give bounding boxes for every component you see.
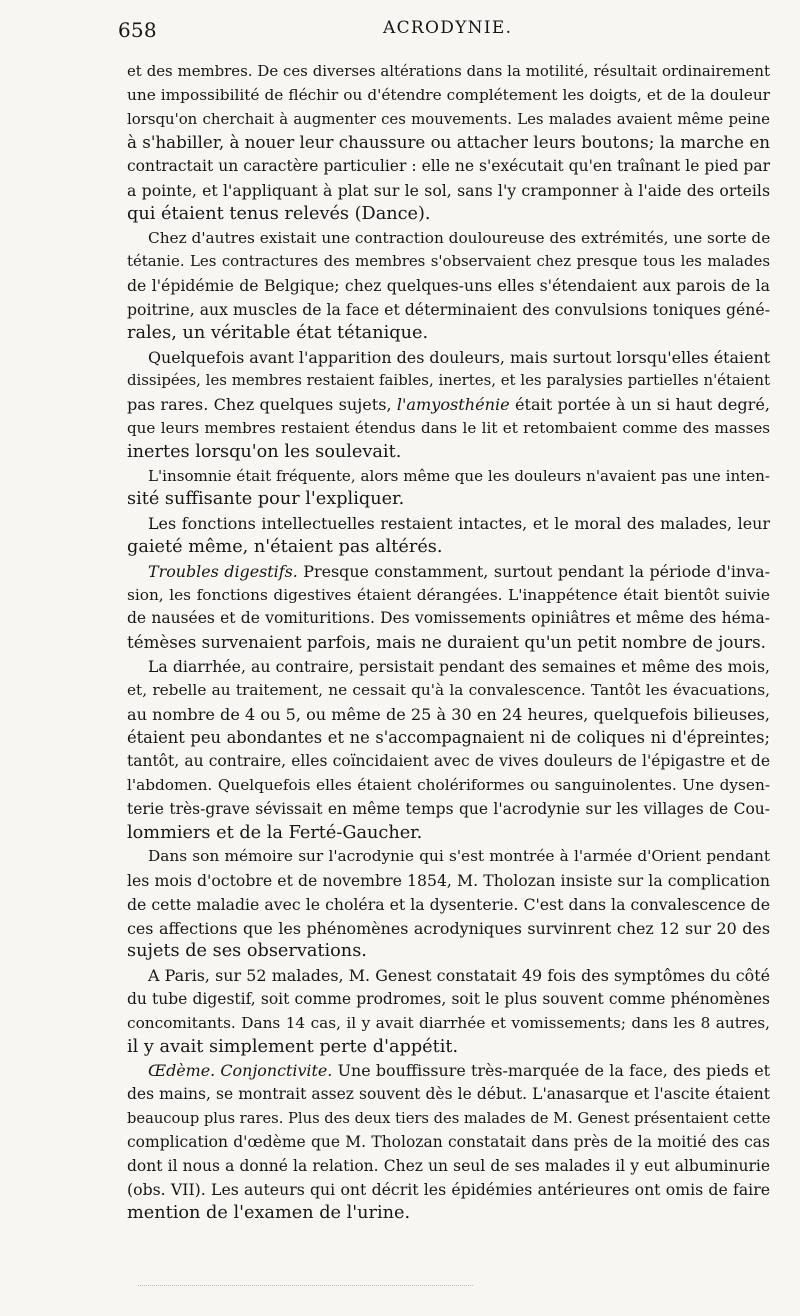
text-line <box>127 441 770 465</box>
line-text: tétanie. Les contractures des membres s'observaient chez presque tous les malades <box>127 252 770 271</box>
running-head: ACRODYNIE. <box>383 18 513 38</box>
text-line <box>127 679 770 703</box>
line-text: beaucoup plus rares. Plus des deux tiers des malades de M. Genest présentaient cette <box>127 1110 771 1128</box>
line-text: témèses survenaient parfois, mais ne duraient qu'un petit nombre de jours. <box>127 632 766 653</box>
line-text: les mois d'octobre et de novembre 1854, M. Tholozan insiste sur la complication <box>127 871 770 891</box>
text-line <box>127 845 770 869</box>
line-text-continuation: était portée à un si haut degré, <box>509 395 770 415</box>
text-line <box>127 1178 770 1202</box>
text-line <box>127 417 770 441</box>
page-header <box>118 18 768 48</box>
line-text: poitrine, aux muscles de la face et déterminaient des convulsions toniques géné- <box>127 299 770 319</box>
text-line <box>127 393 770 417</box>
text-line <box>127 250 770 274</box>
text-line <box>127 108 770 132</box>
line-text: terie très-grave sévissait en même temps que l'acrodynie sur les villages de Cou- <box>127 799 770 818</box>
text-line <box>127 917 770 941</box>
line-text: de l'épidémie de Belgique; chez quelques-uns elles s'étendaient aux parois de la <box>127 276 770 296</box>
line-text: L'insomnie était fréquente, alors même que les douleurs n'avaient pas une inten- <box>148 466 770 485</box>
text-line <box>127 298 770 322</box>
text-line <box>127 227 770 251</box>
line-text: (obs. VII). Les auteurs qui ont décrit les épidémies antérieures ont omis de faire <box>127 1180 770 1200</box>
text-line <box>127 726 770 750</box>
text-line <box>127 536 770 560</box>
line-text: A Paris, sur 52 malades, M. Genest constatait 49 fois des symptômes du côté <box>148 966 770 986</box>
text-line <box>127 465 770 489</box>
text-line <box>127 1155 770 1179</box>
line-text: La diarrhée, au contraire, persistait pendant des semaines et même des mois, <box>148 656 770 676</box>
line-text: sujets de ses observations. <box>127 941 367 962</box>
text-line <box>127 964 770 988</box>
text-line <box>127 607 770 631</box>
line-text: l'abdomen. Quelquefois elles étaient cholériformes ou sanguinolentes. Une dysen- <box>127 775 770 794</box>
text-line <box>127 369 770 393</box>
line-text: complication d'œdème que M. Tholozan constatait dans près de la moitié des cas <box>127 1132 770 1151</box>
line-text: dissipées, les membres restaient faibles, inertes, et les paralysies partielles n'étaient <box>127 371 770 390</box>
text-line <box>127 84 770 108</box>
text-line <box>127 893 770 917</box>
line-text: des mains, se montrait assez souvent dès le début. L'anasarque et l'ascite étaient <box>127 1085 770 1104</box>
text-line <box>127 1036 770 1060</box>
text-line <box>127 1202 770 1226</box>
line-text: gaieté même, n'étaient pas altérés. <box>127 536 443 557</box>
text-line <box>127 822 770 846</box>
text-line <box>127 1107 770 1131</box>
page-number: 658 <box>118 18 157 42</box>
line-text: que leurs membres restaient étendus dans le lit et retombaient comme des masses <box>127 418 770 437</box>
line-text: tantôt, au contraire, elles coïncidaient avec de vives douleurs de l'épigastre et de <box>127 752 770 771</box>
line-text-continuation: Presque constamment, surtout pendant la période d'inva- <box>297 561 770 581</box>
line-text: il y avait simplement perte d'appétit. <box>127 1036 459 1057</box>
line-text: mention de l'examen de l'urine. <box>127 1203 411 1224</box>
text-line <box>127 655 770 679</box>
line-text: de cette maladie avec le choléra et la dysenterie. C'est dans la convalescence de <box>127 894 770 914</box>
line-text: et, rebelle au traitement, ne cessait qu'à la convalescence. Tantôt les évacuations, <box>127 680 770 699</box>
text-line <box>127 155 770 179</box>
text-line <box>127 988 770 1012</box>
text-line <box>127 1083 770 1107</box>
text-line <box>127 584 770 608</box>
line-text: pas rares. Chez quelques sujets, <box>127 395 397 415</box>
line-text: dont il nous a donné la relation. Chez un seul de ses malades il y eut albuminurie <box>127 1156 770 1175</box>
text-line <box>127 488 770 512</box>
text-line <box>127 179 770 203</box>
text-line <box>127 346 770 370</box>
text-line <box>127 869 770 893</box>
text-line <box>127 131 770 155</box>
text-line <box>127 798 770 822</box>
italic-term: Troubles digestifs. <box>148 561 298 581</box>
text-line <box>127 322 770 346</box>
line-text: ces affections que les phénomènes acrodyniques survinrent chez 12 sur 20 des <box>127 918 770 938</box>
text-line <box>127 512 770 536</box>
line-text: de nausées et de vomituritions. Des vomissements opiniâtres et même des héma- <box>127 609 770 628</box>
line-text: qui étaient tenus relevés (Dance). <box>127 203 431 224</box>
line-text: et des membres. De ces diverses altérations dans la motilité, résultait ordinairement <box>127 62 770 80</box>
line-text-continuation: Une bouffissure très-marquée de la face, des pieds et <box>332 1061 770 1081</box>
line-text: une impossibilité de fléchir ou d'étendre complétement les doigts, et de la douleur <box>127 85 770 104</box>
text-line <box>127 631 770 655</box>
text-line <box>127 560 770 584</box>
line-text: étaient peu abondantes et ne s'accompagnaient ni de coliques ni d'épreintes; <box>127 728 770 748</box>
line-text: Quelquefois avant l'apparition des douleurs, mais surtout lorsqu'elles étaient <box>148 347 771 367</box>
text-line <box>127 703 770 727</box>
line-text: a pointe, et l'appliquant à plat sur le sol, sans l'y cramponner à l'aide des orteils <box>127 180 770 200</box>
line-text: lommiers et de la Ferté-Gaucher. <box>127 822 423 843</box>
line-text: Dans son mémoire sur l'acrodynie qui s'est montrée à l'armée d'Orient pendant <box>148 847 770 866</box>
text-line <box>127 1012 770 1036</box>
body-text <box>127 60 770 1226</box>
line-text: lorsqu'on cherchait à augmenter ces mouvements. Les malades avaient même peine <box>127 109 770 128</box>
italic-term: Œdème. Conjonctivite. <box>148 1061 333 1081</box>
line-text: sité suffisante pour l'expliquer. <box>127 489 405 510</box>
text-line <box>127 940 770 964</box>
line-text: du tube digestif, soit comme prodromes, soit le plus souvent comme phénomènes <box>127 990 770 1009</box>
text-line <box>127 1131 770 1155</box>
line-text: contractait un caractère particulier : elle ne s'exécutait qu'en traînant le pied par <box>127 157 770 176</box>
line-text: Chez d'autres existait une contraction douloureuse des extrémités, une sorte de <box>148 228 771 247</box>
text-line <box>127 274 770 298</box>
text-line <box>127 60 770 84</box>
line-text: rales, un véritable état tétanique. <box>127 322 429 343</box>
footer-rule <box>138 1285 473 1286</box>
line-text: à s'habiller, à nouer leur chaussure ou attacher leurs boutons; la marche en <box>127 132 770 153</box>
text-line <box>127 774 770 798</box>
line-text: inertes lorsqu'on les soulevait. <box>127 441 402 462</box>
line-text: au nombre de 4 ou 5, ou même de 25 à 30 en 24 heures, quelquefois bilieuses, <box>127 704 770 724</box>
line-text: concomitants. Dans 14 cas, il y avait diarrhée et vomissements; dans les 8 autres, <box>127 1013 770 1032</box>
text-line <box>127 750 770 774</box>
line-text: sion, les fonctions digestives étaient dérangées. L'inappétence était bientôt suivie <box>127 585 770 604</box>
line-text: Les fonctions intellectuelles restaient intactes, et le moral des malades, leur <box>148 514 770 534</box>
italic-term: l'amyosthénie <box>396 395 510 415</box>
text-line <box>127 203 770 227</box>
text-line <box>127 1059 770 1083</box>
